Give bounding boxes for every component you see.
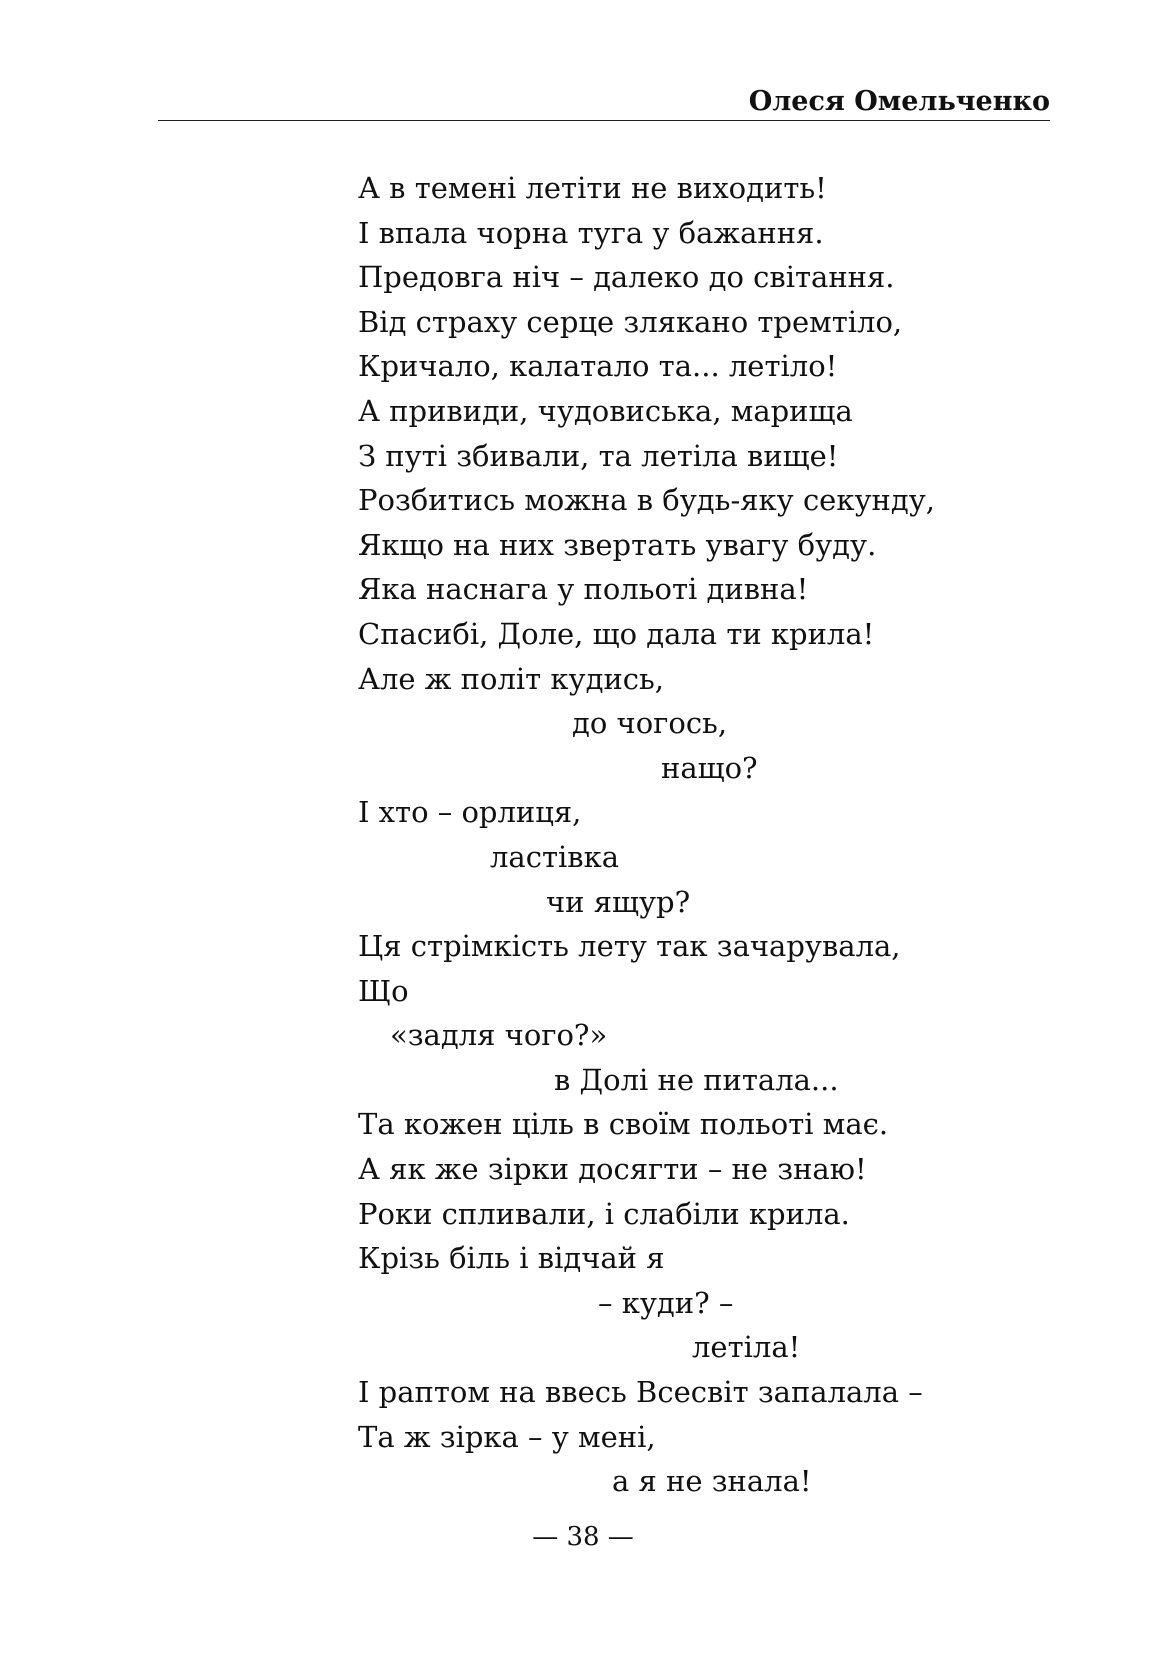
- poem-line-indented: «задля чого?»: [390, 1018, 608, 1053]
- poem-line: Та кожен ціль в своїм польоті має.: [358, 1107, 889, 1142]
- poem-line-indented: ластівка: [490, 839, 620, 874]
- poem-line-indented: а я не знала!: [612, 1464, 812, 1499]
- poem-line: Від страху серце злякано тремтіло,: [358, 304, 903, 339]
- poem-line: Предовга ніч – далеко до світання.: [358, 260, 895, 295]
- poem-line-indented: летіла!: [692, 1330, 801, 1365]
- poem-line: І хто – орлиця,: [358, 795, 582, 830]
- poem-line: Якщо на них звертать увагу буду.: [358, 527, 877, 562]
- poem-line: І раптом на ввесь Всесвіт запалала –: [358, 1375, 923, 1410]
- poem-line: Та ж зірка – у мені,: [358, 1419, 656, 1454]
- poem-line: А в темені летіти не виходить!: [358, 171, 827, 205]
- poem-text: [358, 166, 1058, 1504]
- page-number: — 38 —: [532, 1522, 634, 1552]
- poem-line: І впала чорна туга у бажання.: [358, 215, 824, 250]
- poem-line: Спасибі, Доле, що дала ти крила!: [358, 616, 875, 651]
- poem-line: Кричало, калатало та... летіло!: [358, 349, 838, 384]
- poem-line: Яка наснага у польоті дивна!: [358, 572, 809, 607]
- poem-line: Крізь біль і відчай я: [358, 1241, 665, 1276]
- poem-line: А як же зірки досягти – не знаю!: [358, 1152, 867, 1187]
- poem-line: Ця стрімкість лету так зачарувала,: [358, 929, 901, 964]
- poem-line-indented: – куди? –: [598, 1285, 734, 1320]
- poem-line: Розбитись можна в будь-яку секунду,: [358, 483, 935, 518]
- poem-line-indented: в Долі не питала...: [554, 1062, 839, 1097]
- poem-line: Але ж політ кудись,: [358, 661, 665, 696]
- header-author: Олеся Омельченко: [748, 86, 1050, 117]
- poem-line: Що: [358, 973, 409, 1008]
- poem-line-indented: нащо?: [661, 750, 758, 785]
- poem-line: Роки спливали, і слабіли крила.: [358, 1196, 850, 1231]
- poem-line-indented: чи ящур?: [546, 884, 691, 919]
- poem-line: А привиди, чудовиська, марища: [358, 393, 853, 428]
- running-header: [158, 80, 1050, 121]
- poem-line: З путі збивали, та летіла вище!: [358, 438, 839, 473]
- poem-line-indented: до чогось,: [572, 706, 728, 741]
